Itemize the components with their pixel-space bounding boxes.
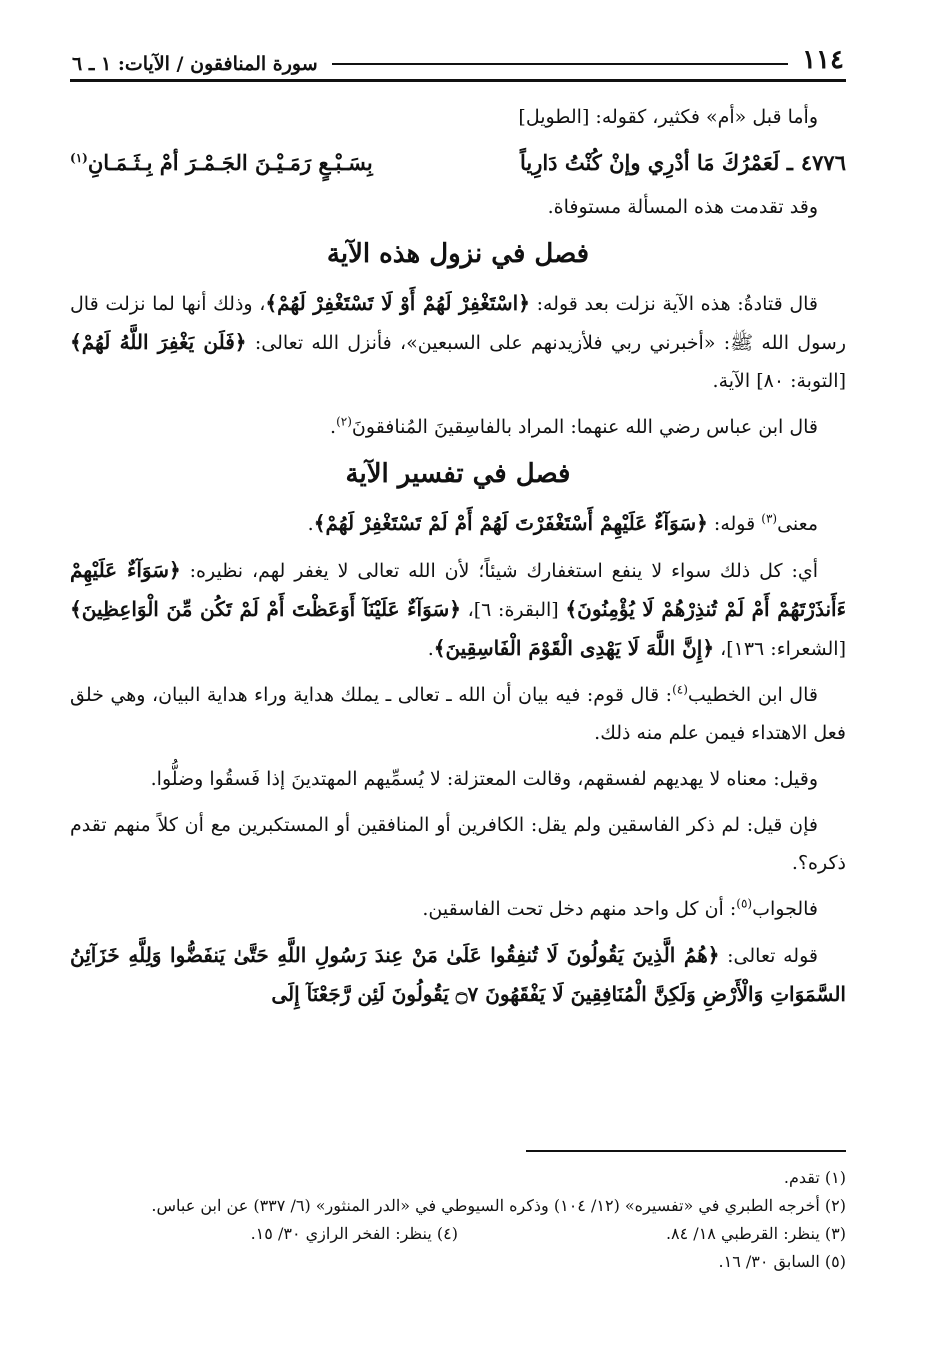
section-title-tafsir: فصل في تفسير الآية xyxy=(345,459,571,489)
para5-lead: قال ابن الخطيب xyxy=(687,684,818,706)
footnote-ref-5[interactable]: (٥) xyxy=(736,896,753,911)
paragraph-mutazila: وقيل: معناه لا يهديهم لفسقهم، وقالت المعتزلة: لا يُسمِّيهم المهتدينَ إذا فَسقُوا وضلُّوا. xyxy=(150,768,818,790)
quran-quote: ﴿سَوَآءٌ عَلَيْنَآ أَوَعَظْتَ أَمْ لَمْ تَكُن مِّنَ الْوَاعِظِينَ﴾ xyxy=(70,597,461,621)
footnote-row xyxy=(70,1220,846,1248)
para4-text-b: [البقرة: ٦]، xyxy=(460,599,566,621)
para1-text-b: ، وذلك أنها لما نزلت قال رسول الله ﷺ: «أخبرني ربي فلأزيدنهم على السبعين»، فأنزل الله تعالى: xyxy=(70,293,846,354)
page-number: ١١٤ xyxy=(802,45,844,75)
footnote-2: (٢) أخرجه الطبري في «تفسيره» (١٢/ ١٠٤) وذكره السيوطي في «الدر المنثور» (٦/ ٣٣٧) عن ابن عباس. xyxy=(151,1196,846,1215)
para4-end: . xyxy=(427,638,434,660)
quran-quote: ﴿سَوَآءٌ عَلَيْهِمْ أَسْتَغْفَرْتَ لَهُمْ أَمْ لَمْ تَسْتَغْفِرْ لَهُمْ﴾ xyxy=(313,511,708,535)
para4-text-a: أي: كل ذلك سواء لا ينفع استغفارك شيئاً؛ لأن الله تعالى لا يغفر لهم، نظيره: xyxy=(180,560,818,582)
para9-text: قوله تعالى: xyxy=(719,945,818,967)
para3-end: . xyxy=(307,513,314,535)
para1-text-a: قال قتادةُ: هذه الآية نزلت بعد قوله: xyxy=(529,293,818,315)
paragraph-qatada xyxy=(70,284,846,400)
para8-lead: فالجواب xyxy=(752,898,818,920)
footnote-1: (١) تقدم. xyxy=(783,1168,846,1187)
paragraph-ibn-khatib xyxy=(70,676,846,752)
section-title-revelation: فصل في نزول هذه الآية xyxy=(326,239,590,269)
quran-quote: ﴿اسْتَغْفِرْ لَهُمْ أَوْ لَا تَسْتَغْفِرْ لَهُمْ﴾ xyxy=(265,291,530,315)
quran-quote: ﴿إِنَّ اللَّهَ لَا يَهْدِى الْقَوْمَ الْفَاسِقِينَ﴾ xyxy=(433,636,715,660)
surah-title: سورة المنافقون / الآيات: ١ ـ ٦ xyxy=(72,53,318,75)
running-head xyxy=(70,38,846,82)
para3-lead: معنى xyxy=(777,513,818,535)
verse-number: ٤٧٧٦ xyxy=(800,150,846,175)
paragraph-ibn-abbas: قال ابن عباس رضي الله عنهما: المراد بالفاسِقينَ المُنافقونَ$^{(٢)}$. xyxy=(330,414,818,438)
footnote-ref-1[interactable]: (١) xyxy=(70,151,88,165)
paragraph-meaning xyxy=(70,504,846,543)
quran-quote: ﴿فَلَن يَغْفِرَ اللَّهُ لَهُمْ﴾ xyxy=(70,330,247,354)
para1-text-c: [التوبة: ٨٠] الآية. xyxy=(712,370,846,392)
paragraph-question: فإن قيل: لم ذكر الفاسقين ولم يقل: الكافرين أو المنافقين أو المستكبرين مع أن كلاً منهم تقدم ذكره؟. xyxy=(70,814,846,874)
para8-text: : أن كل واحد منهم دخل تحت الفاسقين. xyxy=(422,898,737,920)
para3-text: قوله: xyxy=(707,513,762,535)
poetry-verse xyxy=(70,144,846,182)
footnote-3: (٣) ينظر: القرطبي ١٨/ ٨٤. xyxy=(665,1224,846,1243)
quran-quote: ﴿هُمُ الَّذِينَ يَقُولُونَ لَا تُنفِقُوا عَلَىٰ مَنْ عِندَ رَسُولِ اللَّهِ حَتَّىٰ يَنفَضُّوا وَلِلَّهِ خَزَآئِنُ السَّمَوَاتِ وَالْأَرْضِ وَلَكِنَّ الْمُنَافِقِينَ لَا يَفْقَهُونَ ۝٧ يَقُولُونَ لَئِن رَّجَعْنَآ إِلَى xyxy=(70,943,846,1006)
para2-text: قال ابن عباس رضي الله عنهما: المراد بالفاسِقينَ المُنافقونَ xyxy=(351,416,818,438)
footnote-ref-4[interactable]: (٤) xyxy=(672,682,688,697)
footnote-ref-2[interactable]: (٢) xyxy=(336,414,352,429)
head-rule xyxy=(332,63,788,65)
after-poetry: وقد تقدمت هذه المسألة مستوفاة. xyxy=(547,196,818,218)
paragraph-explanation xyxy=(70,551,846,668)
para4-text-c: [الشعراء: ١٣٦]، xyxy=(714,638,846,660)
paragraph-verse-7 xyxy=(70,936,846,1014)
quran-quote: ﴿سَوَآءٌ عَلَيْهِمْ ءَأَنذَرْتَهُمْ أَمْ لَمْ تُنذِرْهُمْ لَا يُؤْمِنُونَ﴾ xyxy=(70,558,846,621)
hemistich-right: ـ لَعَمْرُكَ مَا أدْرِي وإنْ كُنْتُ دَارِياً xyxy=(519,150,793,175)
footnote-5: (٥) السابق ٣٠/ ١٦. xyxy=(718,1252,846,1271)
hemistich-left-text: بِسَـبْـعٍ رَمَـيْـنَ الجَـمْـرَ أمْ بِـثَـمَـانِ xyxy=(87,150,373,175)
paragraph-answer xyxy=(70,890,846,928)
intro-line: وأما قبل «أم» فكثير، كقوله: [الطويل] xyxy=(518,106,818,128)
footnote-ref-3[interactable]: (٣) xyxy=(761,511,778,526)
main-text xyxy=(70,98,846,1014)
footnote-divider xyxy=(526,1150,846,1152)
hemistich-left xyxy=(70,144,431,182)
footnotes xyxy=(70,1164,846,1276)
footnote-4: (٤) ينظر: الفخر الرازي ٣٠/ ١٥. xyxy=(250,1224,458,1243)
para5-text: : قال قوم: فيه بيان أن الله ـ تعالى ـ يملك هداية وراء هداية البيان، وهي خلق فعل الاهتداء فيمن علم منه ذلك. xyxy=(70,684,846,744)
book-page xyxy=(70,38,846,1338)
